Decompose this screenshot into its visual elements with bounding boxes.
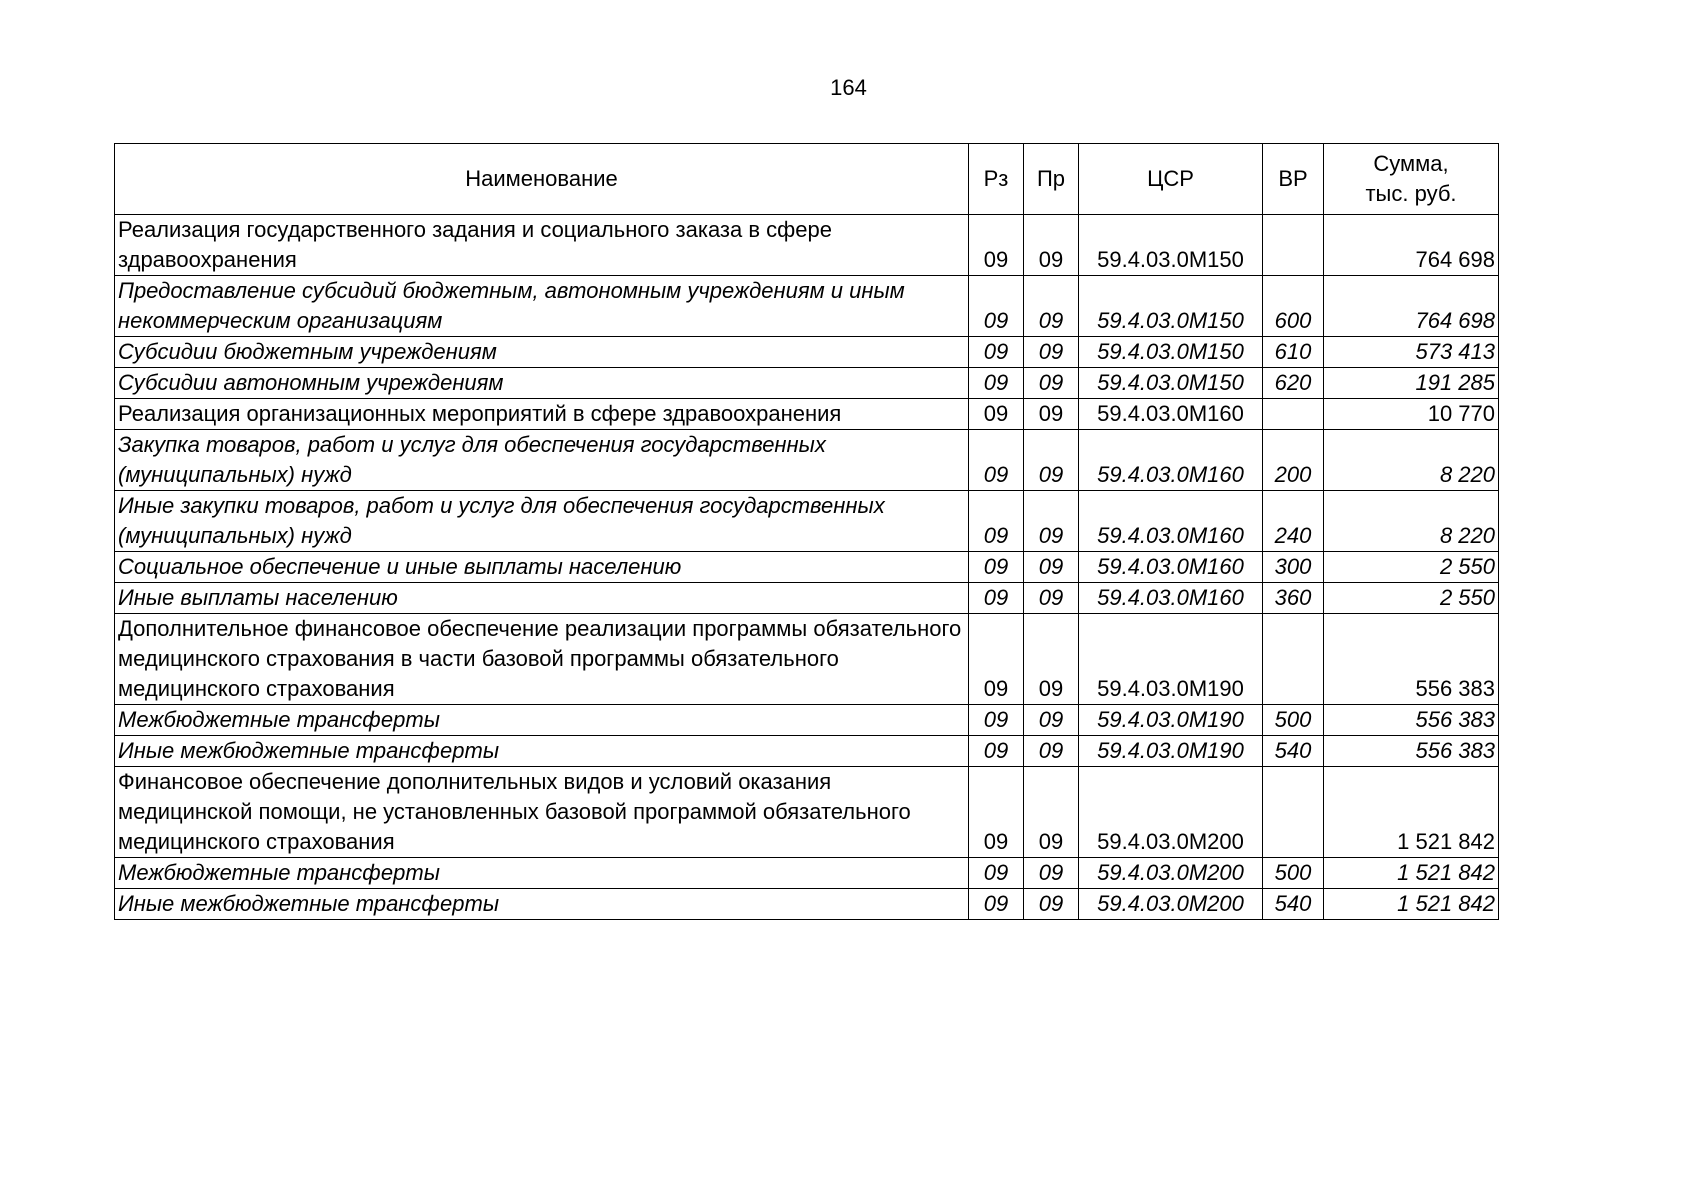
row-vr-cell: 610	[1263, 337, 1324, 368]
row-sum-cell: 8 220	[1324, 430, 1499, 491]
row-name-cell: Субсидии бюджетным учреждениям	[115, 337, 969, 368]
row-sum-cell: 764 698	[1324, 215, 1499, 276]
table-header-row	[115, 144, 1499, 215]
header-name: Наименование	[115, 144, 969, 215]
row-pr-cell: 09	[1024, 399, 1079, 430]
budget-table	[114, 143, 1499, 920]
header-sum: Сумма, тыс. руб.	[1324, 144, 1499, 215]
row-rz-cell: 09	[969, 858, 1024, 889]
table-row	[115, 368, 1499, 399]
row-pr-cell: 09	[1024, 430, 1079, 491]
row-rz-cell: 09	[969, 430, 1024, 491]
table-row	[115, 430, 1499, 491]
table-row	[115, 767, 1499, 858]
row-pr-cell: 09	[1024, 705, 1079, 736]
row-vr-cell: 500	[1263, 705, 1324, 736]
row-pr-cell: 09	[1024, 614, 1079, 705]
row-sum-cell: 1 521 842	[1324, 858, 1499, 889]
row-name-cell: Предоставление субсидий бюджетным, автономным учреждениям и иным некоммерческим организациям	[115, 276, 969, 337]
row-vr-cell: 620	[1263, 368, 1324, 399]
row-vr-cell: 200	[1263, 430, 1324, 491]
row-csr-cell: 59.4.03.0М150	[1079, 215, 1263, 276]
row-csr-cell: 59.4.03.0М150	[1079, 337, 1263, 368]
row-rz-cell: 09	[969, 368, 1024, 399]
row-vr-cell	[1263, 399, 1324, 430]
row-csr-cell: 59.4.03.0М190	[1079, 614, 1263, 705]
table-row	[115, 889, 1499, 920]
table-row	[115, 858, 1499, 889]
row-csr-cell: 59.4.03.0М200	[1079, 889, 1263, 920]
row-sum-cell: 764 698	[1324, 276, 1499, 337]
row-sum-cell: 1 521 842	[1324, 767, 1499, 858]
row-name-cell: Межбюджетные трансферты	[115, 858, 969, 889]
row-csr-cell: 59.4.03.0М150	[1079, 276, 1263, 337]
row-vr-cell: 540	[1263, 889, 1324, 920]
row-vr-cell: 600	[1263, 276, 1324, 337]
header-rz: Рз	[969, 144, 1024, 215]
row-csr-cell: 59.4.03.0М200	[1079, 767, 1263, 858]
row-rz-cell: 09	[969, 552, 1024, 583]
row-pr-cell: 09	[1024, 736, 1079, 767]
row-rz-cell: 09	[969, 491, 1024, 552]
row-rz-cell: 09	[969, 215, 1024, 276]
table-row	[115, 399, 1499, 430]
table-row	[115, 215, 1499, 276]
row-rz-cell: 09	[969, 705, 1024, 736]
row-name-cell: Реализация организационных мероприятий в сфере здравоохранения	[115, 399, 969, 430]
row-pr-cell: 09	[1024, 276, 1079, 337]
row-pr-cell: 09	[1024, 889, 1079, 920]
row-vr-cell: 360	[1263, 583, 1324, 614]
row-rz-cell: 09	[969, 276, 1024, 337]
page-number: 164	[830, 75, 867, 100]
row-rz-cell: 09	[969, 399, 1024, 430]
row-name-cell: Реализация государственного задания и социального заказа в сфере здравоохранения	[115, 215, 969, 276]
row-csr-cell: 59.4.03.0М150	[1079, 368, 1263, 399]
row-pr-cell: 09	[1024, 368, 1079, 399]
row-sum-cell: 556 383	[1324, 705, 1499, 736]
row-vr-cell	[1263, 614, 1324, 705]
table-row	[115, 736, 1499, 767]
row-name-cell: Иные выплаты населению	[115, 583, 969, 614]
row-csr-cell: 59.4.03.0М190	[1079, 705, 1263, 736]
row-name-cell: Дополнительное финансовое обеспечение реализации программы обязательного медицинского страхования в части базовой программы обязательного медицинского страхования	[115, 614, 969, 705]
row-rz-cell: 09	[969, 614, 1024, 705]
header-csr: ЦСР	[1079, 144, 1263, 215]
row-csr-cell: 59.4.03.0М160	[1079, 491, 1263, 552]
row-pr-cell: 09	[1024, 215, 1079, 276]
row-csr-cell: 59.4.03.0М160	[1079, 399, 1263, 430]
row-name-cell: Субсидии автономным учреждениям	[115, 368, 969, 399]
row-rz-cell: 09	[969, 767, 1024, 858]
row-rz-cell: 09	[969, 736, 1024, 767]
row-name-cell: Межбюджетные трансферты	[115, 705, 969, 736]
row-sum-cell: 2 550	[1324, 583, 1499, 614]
header-vr: ВР	[1263, 144, 1324, 215]
row-csr-cell: 59.4.03.0М160	[1079, 583, 1263, 614]
row-sum-cell: 556 383	[1324, 736, 1499, 767]
row-name-cell: Закупка товаров, работ и услуг для обеспечения государственных (муниципальных) нужд	[115, 430, 969, 491]
row-pr-cell: 09	[1024, 491, 1079, 552]
row-vr-cell: 500	[1263, 858, 1324, 889]
table-row	[115, 705, 1499, 736]
row-rz-cell: 09	[969, 583, 1024, 614]
row-name-cell: Иные закупки товаров, работ и услуг для обеспечения государственных (муниципальных) нужд	[115, 491, 969, 552]
row-sum-cell: 8 220	[1324, 491, 1499, 552]
table-row	[115, 337, 1499, 368]
row-name-cell: Иные межбюджетные трансферты	[115, 889, 969, 920]
row-rz-cell: 09	[969, 337, 1024, 368]
row-csr-cell: 59.4.03.0М160	[1079, 552, 1263, 583]
row-vr-cell: 540	[1263, 736, 1324, 767]
row-vr-cell: 300	[1263, 552, 1324, 583]
row-name-cell: Социальное обеспечение и иные выплаты населению	[115, 552, 969, 583]
row-name-cell: Финансовое обеспечение дополнительных видов и условий оказания медицинской помощи, не установленных базовой программой обязательного медицинского страхования	[115, 767, 969, 858]
row-sum-cell: 573 413	[1324, 337, 1499, 368]
table-body	[115, 215, 1499, 920]
row-csr-cell: 59.4.03.0М200	[1079, 858, 1263, 889]
row-sum-cell: 556 383	[1324, 614, 1499, 705]
row-vr-cell: 240	[1263, 491, 1324, 552]
row-pr-cell: 09	[1024, 767, 1079, 858]
row-csr-cell: 59.4.03.0М160	[1079, 430, 1263, 491]
row-vr-cell	[1263, 767, 1324, 858]
row-pr-cell: 09	[1024, 552, 1079, 583]
row-sum-cell: 10 770	[1324, 399, 1499, 430]
row-name-cell: Иные межбюджетные трансферты	[115, 736, 969, 767]
table-row	[115, 583, 1499, 614]
row-sum-cell: 2 550	[1324, 552, 1499, 583]
table-row	[115, 491, 1499, 552]
row-sum-cell: 191 285	[1324, 368, 1499, 399]
table-row	[115, 614, 1499, 705]
row-sum-cell: 1 521 842	[1324, 889, 1499, 920]
row-pr-cell: 09	[1024, 583, 1079, 614]
row-rz-cell: 09	[969, 889, 1024, 920]
table-row	[115, 552, 1499, 583]
row-vr-cell	[1263, 215, 1324, 276]
header-pr: Пр	[1024, 144, 1079, 215]
row-pr-cell: 09	[1024, 858, 1079, 889]
row-csr-cell: 59.4.03.0М190	[1079, 736, 1263, 767]
table-row	[115, 276, 1499, 337]
row-pr-cell: 09	[1024, 337, 1079, 368]
